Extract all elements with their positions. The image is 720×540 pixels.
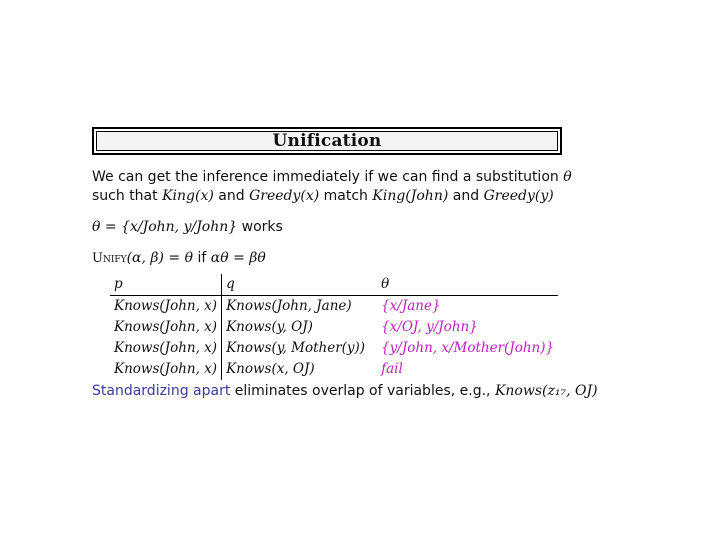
expr-greedy-y: Greedy(y) (483, 188, 554, 204)
theta-line (92, 218, 283, 236)
theta-value: {x/John, y/John} (121, 219, 238, 235)
expr-king-john: King(John) (372, 188, 449, 204)
header-q: q (222, 274, 370, 296)
table-row (110, 296, 558, 318)
unify-name: Unify (92, 251, 127, 266)
theta-works: works (241, 219, 283, 235)
intro-line-2-prefix: such that (92, 188, 158, 204)
table-row (110, 338, 558, 359)
unify-if: if (197, 250, 207, 266)
slide-title: Unification (272, 131, 382, 151)
footer-highlight: Standardizing apart (92, 383, 231, 399)
theta-eq: = (104, 219, 117, 235)
unification-table (110, 274, 558, 380)
unify-line (92, 249, 266, 268)
intro-match: match (323, 188, 368, 204)
intro-line-1-text: We can get the inference immediately if we can find a substitution (92, 169, 559, 185)
cell-q: Knows(John, Jane) (226, 298, 352, 314)
cell-p: Knows(John, x) (110, 338, 222, 359)
cell-theta: {x/OJ, y/John} (381, 319, 478, 335)
unify-condition: αθ = βθ (210, 250, 266, 266)
footer-note (92, 383, 598, 399)
intro-and-1: and (218, 188, 245, 204)
table-row (110, 317, 558, 338)
cell-p: Knows(John, x) (110, 296, 222, 318)
cell-q: Knows(y, OJ) (226, 319, 313, 335)
intro-and-2: and (452, 188, 480, 204)
theta-symbol: θ (563, 169, 572, 185)
footer-rest: eliminates overlap of variables, e.g., (234, 383, 491, 399)
cell-p: Knows(John, x) (110, 359, 222, 380)
header-p: p (110, 274, 222, 296)
intro-line-1 (92, 168, 572, 186)
expr-king-x: King(x) (162, 188, 214, 204)
title-bar (92, 127, 562, 155)
cell-p: Knows(John, x) (110, 317, 222, 338)
cell-q: Knows(x, OJ) (226, 361, 315, 377)
intro-line-2 (92, 187, 554, 205)
cell-theta: {y/John, x/Mother(John)} (381, 340, 555, 356)
cell-theta: {x/Jane} (381, 298, 441, 314)
table-header-row (110, 274, 558, 296)
footer-example: Knows(z₁₇, OJ) (494, 383, 598, 399)
expr-greedy-x: Greedy(x) (249, 188, 320, 204)
unify-args: (α, β) = θ (126, 250, 194, 266)
table-row (110, 359, 558, 380)
cell-theta: fail (381, 361, 403, 377)
theta-label: θ (92, 219, 101, 235)
header-theta: θ (369, 274, 558, 296)
cell-q: Knows(y, Mother(y)) (226, 340, 366, 356)
